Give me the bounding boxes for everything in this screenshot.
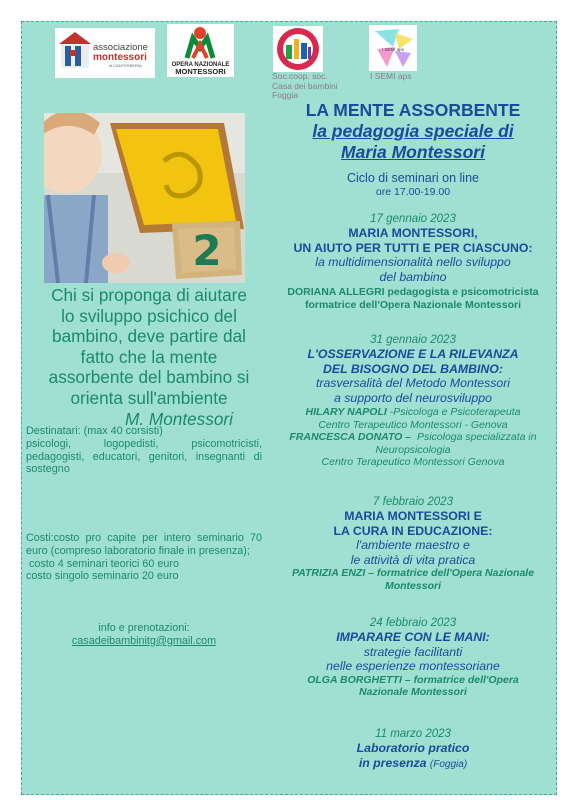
- seminar-date: 31 gennaio 2023: [370, 334, 456, 346]
- am-logo-line3: di CANTERBERIA: [109, 63, 142, 68]
- opera-nazionale-montessori-logo: [167, 24, 234, 77]
- costi-line3: costo singolo seminario 20 euro: [26, 570, 179, 583]
- isemi-logo-tag: I SEMI aps: [381, 47, 405, 52]
- quote-line: orienta sull'ambiente: [70, 387, 228, 408]
- seminar-title-line: MARIA MONTESSORI E: [344, 509, 482, 523]
- costi-section: [26, 532, 262, 583]
- i-semi-caption: I SEMI aps: [370, 71, 412, 81]
- seminar-subtitle-line: trasversalità del Metodo Montessori: [315, 376, 511, 390]
- child-sand-tray-photo: [44, 113, 245, 283]
- seminar-1: [272, 212, 554, 311]
- contact-label: info e prenotazioni:: [98, 622, 190, 634]
- seminar-4: [272, 616, 554, 699]
- seminar-title-line: DEL BISOGNO DEL BAMBINO:: [323, 361, 503, 376]
- destinatari-section: [26, 425, 262, 476]
- onm-logo-line2: MONTESSORI: [175, 67, 226, 76]
- costi-text: Costi:costo pro capite per intero seminario 70 euro (compreso laboratorio finale in presenza);: [26, 532, 262, 557]
- am-logo-line2: montessori: [93, 52, 147, 63]
- costi-line2: costo 4 seminari teorici 60 euro: [26, 557, 180, 570]
- quote-line: assorbente del bambino si: [48, 367, 250, 388]
- seminar-speaker: [272, 406, 554, 419]
- onm-logo-line1: OPERA NAZIONALE: [171, 62, 230, 68]
- seminar-date: 17 gennaio 2023: [370, 213, 456, 225]
- seminar-5: [272, 727, 554, 772]
- seminar-subtitle-line: strategie facilitanti: [363, 644, 463, 659]
- seminar-speaker-role: formatrice dell'Opera Nazionale Montessori: [304, 298, 522, 311]
- seminar-subtitle-line: [272, 756, 554, 773]
- seminar-subtitle-line: l'ambiente maestro e: [356, 538, 470, 552]
- seminar-date: 7 febbraio 2023: [373, 496, 453, 508]
- event-title: LA MENTE ASSORBENTE: [305, 100, 521, 120]
- casa-dei-bambini-caption: [272, 72, 362, 101]
- speaker-org: Centro Terapeutico Montessori Genova: [321, 456, 505, 468]
- seminar-title-line: UN AIUTO PER TUTTI E PER CIASCUNO:: [293, 240, 533, 255]
- contact-section: [26, 622, 262, 648]
- seminar-speaker-role: Nazionale Montessori: [359, 686, 467, 698]
- casa-dei-bambini-logo: [273, 26, 323, 72]
- seminar-date: 11 marzo 2023: [375, 728, 451, 740]
- event-subtitle-line2: Maria Montessori: [341, 142, 485, 162]
- seminar-speaker: DORIANA ALLEGRI pedagogista e psicomotricista: [287, 286, 539, 298]
- seminar-subtitle-line: le attività di vita pratica: [350, 552, 476, 567]
- montessori-quote: [33, 285, 265, 429]
- i-semi-aps-logo: [369, 25, 417, 71]
- seminar-speaker: OLGA BORGHETTI – formatrice dell'Opera: [307, 673, 519, 686]
- seminar-speaker: [272, 431, 554, 444]
- quote-line: fatto che la mente: [80, 346, 218, 367]
- seminar-title-line: IMPARARE CON LE MANI:: [336, 630, 490, 644]
- seminar-subtitle-line: a supporto del neurosviluppo: [334, 390, 492, 405]
- quote-line: Chi si proponga di aiutare: [51, 285, 247, 305]
- speaker-org: Centro Terapeutico Montessori - Genova: [318, 418, 508, 431]
- seminar-series-label: Ciclo di seminari on line: [346, 171, 479, 185]
- seminar-title-line: MARIA MONTESSORI,: [348, 226, 478, 240]
- destinatari-heading: Destinatari: (max 40 corsisti): [26, 425, 163, 437]
- am-logo-line1: associazione: [93, 42, 148, 53]
- seminar-subtitle-line: la multidimensionalità nello sviluppo: [315, 255, 511, 269]
- seminar-subtitle-line: del bambino: [379, 269, 447, 284]
- caption-line: Foggia: [272, 90, 298, 100]
- seminar-subtitle-line: nelle esperienze montessoriane: [326, 659, 500, 673]
- quote-line: bambino, deve partire dal: [52, 326, 246, 347]
- seminar-place: (Foggia): [429, 758, 468, 770]
- destinatari-text: psicologi, logopedisti, psicomotricisti, pedagogisti, educatori, genitori, insegnanti di sostegno: [26, 437, 262, 476]
- event-subtitle: [272, 121, 554, 163]
- seminar-speaker-role: Montessori: [384, 579, 441, 592]
- associazione-montessori-logo: [55, 28, 155, 78]
- seminar-hours: ore 17.00-19.00: [375, 186, 451, 198]
- speaker-role: -Psicologa e Psicoterapeuta: [386, 406, 521, 418]
- quote-line: lo sviluppo psichico del: [61, 305, 237, 326]
- seminar-subtitle-line: Laboratorio pratico: [356, 741, 470, 755]
- contact-email-link[interactable]: casadeibambinitg@gmail.com: [71, 634, 217, 647]
- seminar-3: [272, 495, 554, 592]
- event-subtitle-line1: la pedagogia speciale di: [312, 121, 514, 141]
- speaker-role: Psicologa specializzata in: [414, 431, 537, 443]
- seminar-date: 24 febbraio 2023: [369, 617, 457, 629]
- speaker-name: HILARY NAPOLI: [305, 406, 387, 418]
- speaker-name: FRANCESCA DONATO –: [289, 431, 415, 443]
- seminar-subtitle-text: in presenza: [358, 755, 427, 770]
- quote-author: M. Montessori: [125, 408, 233, 429]
- seminar-speaker: PATRIZIA ENZI – formatrice dell'Opera Nazionale: [291, 567, 535, 579]
- seminar-2: [272, 333, 554, 469]
- seminar-title-line: L'OSSERVAZIONE E LA RILEVANZA: [307, 347, 519, 361]
- caption-line: Soc.coop. soc.: [272, 71, 328, 81]
- seminar-title-line: LA CURA IN EDUCAZIONE:: [333, 523, 493, 538]
- caption-line: Casa dei bambini: [272, 80, 338, 91]
- number-card-digit: 2: [192, 226, 222, 275]
- speaker-role-cont: Neuropsicologia: [375, 443, 451, 456]
